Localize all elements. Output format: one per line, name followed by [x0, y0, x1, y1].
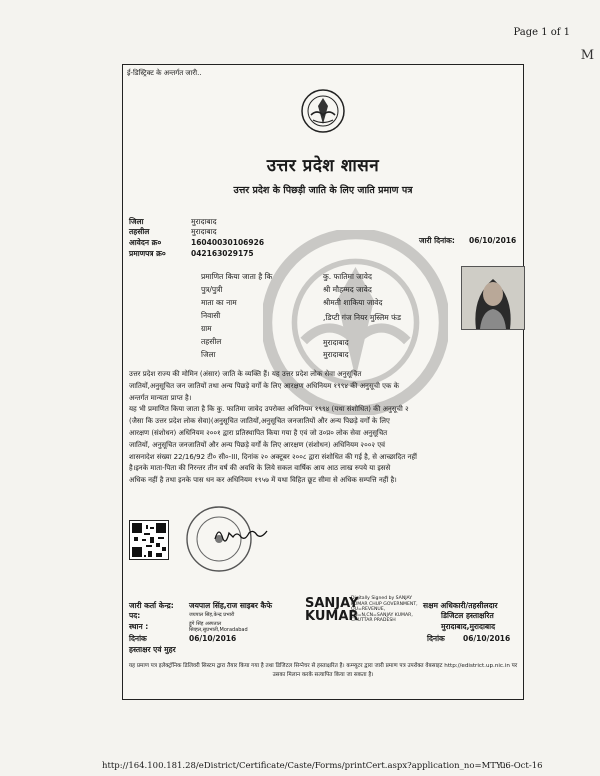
- issuer-center-value: जयपाल सिंह,राज साइबर कैफे: [189, 601, 273, 610]
- place-label: स्थान :: [129, 622, 149, 631]
- certificate-title: उत्तर प्रदेश शासन: [266, 156, 380, 176]
- certificate: [122, 64, 524, 700]
- body-line: उत्तर प्रदेश राज्य की मोमिन (अंसार) जाति के व्यक्ति हैं। यह उत्तर प्रदेश लोक सेवा अनुसूचित: [129, 370, 362, 378]
- body-line: अन्तर्गत मान्यता प्राप्त है।: [129, 393, 192, 402]
- authority-title: सक्षम अधिकारी/तहसीलदार: [423, 601, 498, 610]
- issuer-center-label: जारी कर्ता केन्द्र:: [129, 601, 174, 610]
- page-number: Page 1 of 1: [513, 27, 570, 38]
- digital-signature-details: Digitally Signed by SANJAY KUMAR CHUP GOVERNMENT, OU=REVENUE, CN=N,CN=SANJAY KUMAR, CHUTTAR PRADESH: [351, 596, 418, 624]
- issue-date-label: जारी दिनांक:: [419, 236, 455, 245]
- issuer-date-label: दिनांक: [129, 634, 147, 643]
- mother-name: श्रीमती शाकिया जावेद: [323, 298, 383, 307]
- signature-seal-label: हस्ताक्षर एवं मुहर: [129, 645, 176, 654]
- handwritten-mark: M: [580, 48, 594, 63]
- post-label: पद:: [129, 611, 141, 620]
- authority-date-label: दिनांक: [427, 634, 445, 643]
- relation-label: पुत्र/पुत्री: [201, 285, 223, 294]
- body-line: अधिक नहीं है तथा इनके पास धन कर अधिनियम १९५७ में यथा विहित छूट सीमा से अधिक सम्पत्ति नहीं है।: [129, 476, 397, 485]
- resident-value: ,डिप्टी गंज नियर मुस्लिम फंड: [323, 313, 401, 322]
- body-line: जातियों,अनुसूचित जन जातियों तथा अन्य पिछड़े वर्गों के लिए आरक्षण अधिनियम १९९४ की अनुसूची एक के: [129, 381, 400, 390]
- district2-value: मुरादाबाद: [323, 350, 349, 359]
- body-line: (जैसा कि उत्तर प्रदेश लोक सेवा)(अनुसूचित जातियों,अनुसूचित जनजातियों और अन्य पिछड़े वर्गों के लिए: [129, 417, 390, 426]
- certificate-body: [129, 369, 521, 487]
- signer-first-name: SANJAY: [305, 596, 359, 611]
- footer-url: http://164.100.181.28/eDistrict/Certificate/Caste/Forms/printCert.aspx?application_no=MTY...: [102, 761, 509, 771]
- district2-label: जिला: [201, 350, 216, 359]
- issuer-post-value: जयपाल सिंह,केन्द्र प्रभारी: [189, 612, 235, 618]
- authority-location: मुरादाबाद,मुरादाबाद: [441, 622, 496, 631]
- handwritten-signature: [211, 523, 271, 547]
- body-line: शासनादेश संख्या 22/16/92 टी० सी०-III, दिनांक २० अक्टूबर २००८ द्वारा संशोधित की गई है, से आच्छादित नहीं: [129, 452, 417, 461]
- father-name: श्री मौहम्मद जावेद: [323, 285, 372, 294]
- tehsil2-value: मुरादाबाद: [323, 338, 349, 347]
- body-line: यह भी प्रमाणित किया जाता है कि कु. फातिमा जावेद उपरोक्त अधिनियम १९९४ (यथा संशोधित) की अनुसूची २: [129, 405, 409, 414]
- mother-label: माता का नाम: [201, 298, 237, 307]
- place-line2: सिव्हल,सुप्रभाती,Moradabad: [189, 627, 248, 633]
- applicant-photo: [461, 266, 525, 330]
- certificate-subtitle: उत्तर प्रदेश के पिछड़ी जाति के लिए जाति प्रमाण पत्र: [233, 185, 413, 196]
- certificate-no-label: प्रमाणपत्र क्र०: [129, 249, 166, 258]
- top-note: ई-डिस्ट्रिक्ट के अन्तर्गत जारी..: [127, 69, 202, 77]
- body-line: आरक्षण (संशोधन) अधिनियम २००१ द्वारा प्रतिस्थापित किया गया है एवं जो उ०प्र० लोक सेवा अनुसूचित: [129, 428, 388, 437]
- place-line1: डुंगे सिंह अस्पताल: [189, 621, 222, 627]
- district-value: मुरादाबाद: [191, 217, 217, 226]
- footer-date: 06-Oct-16: [500, 761, 543, 771]
- applicant-name: कु. फातिमा जावेद: [323, 272, 372, 281]
- signer-last-name: KUMAR: [305, 609, 359, 624]
- district-label: जिला: [129, 217, 144, 226]
- certify-label: प्रमाणित किया जाता है कि: [201, 272, 273, 281]
- person-photo-icon: [462, 267, 524, 329]
- tehsil-value: मुरादाबाद: [191, 227, 217, 236]
- resident-label: निवासी: [201, 311, 221, 320]
- body-line: है।इनके माता-पिता की निरन्तर तीन वर्ष की अवधि के लिये सकल वार्षिक आय आठ लाख रुपये या इससे: [129, 464, 391, 473]
- state-emblem-icon: [301, 89, 345, 133]
- application-no-label: आवेदन क्र०: [129, 238, 162, 247]
- verification-note: यह प्रमाण पत्र इलेक्ट्रॉनिक डिलिवरी सिस्टम द्वारा तैयार किया गया है तथा डिजिटल सिग्नेचर से हस्ताक्षरित है। कम्प्यूटर द्वारा जारी प्रमाण पत्र उपरोक्त वेबसाइट http://edistrict.up.nic.in पर उसका मिलान करके सत्यापित किया जा सकता है।: [128, 663, 518, 678]
- village-label: ग्राम: [201, 324, 212, 333]
- application-no-value: 16040030106926: [191, 238, 265, 247]
- authority-date-value: 06/10/2016: [463, 634, 511, 643]
- certificate-no-value: 042163029175: [191, 249, 254, 258]
- issue-date-value: 06/10/2016: [469, 236, 517, 245]
- tehsil-label: तहसील: [129, 227, 150, 236]
- tehsil2-label: तहसील: [201, 337, 222, 346]
- issuer-date-value: 06/10/2016: [189, 634, 237, 643]
- qr-code-icon: [129, 520, 169, 560]
- authority-digital-signed: डिजिटल हस्ताक्षरित: [441, 611, 494, 620]
- body-line: जातियों, अनुसूचित जनजातियों और अन्य पिछड़े वर्गों के लिए आरक्षण (संशोधन) अधिनियम २००२ एवं: [129, 440, 385, 449]
